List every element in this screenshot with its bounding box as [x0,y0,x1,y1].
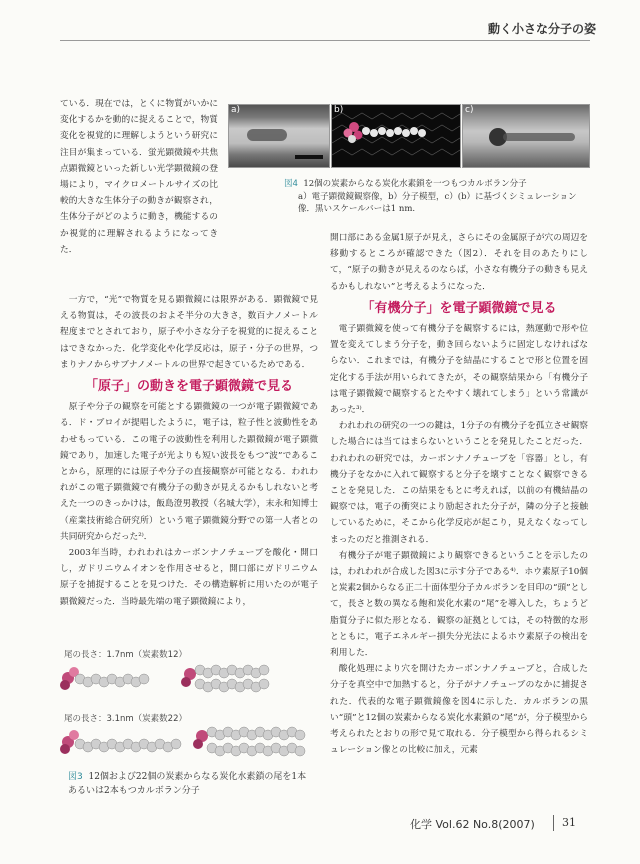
footer-divider [553,815,554,831]
fig4-label-c: c) [465,105,474,115]
fig4-caption-number: 図4 [284,179,298,189]
fig4-molecule-model [332,105,460,167]
left-intro-paragraph: ている．現在では，とくに物質がいかに変化するかを動的に捉えることで，物質変化を視覚的に理解しようという研究に注目が集まっている．蛍光顕微鏡や共焦点顕微鏡といった新しい光学顕微鏡の登場により，マイクロメートルサイズの比較的大きな生体分子の動きが観察され，生体分子がどのように動き，機能するのか視覚的に理解されるようになってきた． [60,99,218,255]
fig3-caption-title: 12個および22個の炭素からなる炭化水素鎖の尾を1本あるいは2本もつカルボラン分子 [68,772,307,796]
right-section-heading: 「有機分子」を電子顕微鏡で見る [361,300,557,316]
right-paragraph-3: われわれの研究の一つの鍵は，1分子の有機分子を孤立させ観察した場合には当てはまらないということを発見したことだった．われわれの研究では，カーボンナノチューブを「容器」とし，有機分子をなかに入れて観察すると分子を壊すことなく観察できることを発見した．この結果をもとに考えれば，以前の有機結晶の観察では，電子の衝突により励起された分子が，隣の分子と接触しているために，そこから化学反応が起こり，見えなくなってしまったのだと推測される． [330,421,588,545]
fig4-label-a: a) [231,105,241,115]
fig3-models-long [56,722,318,764]
left-paragraph-3: 原子や分子の観察を可能とする顕微鏡の一つが電子顕微鏡である．ド・ブロイが提唱したように，電子は，粒子性と波動性をあわせもっている．この電子の波動性を利用した顕微鏡が電子顕微鏡であり，加速した電子が光よりも短い波長をもつ“波”であることから，原理的には原子や分子の直接観察が可能となる．われわれがこの電子顕微鏡で有機分子の動きが見えるかもしれないと考えた一つのきっかけは，飯島澄男教授（名城大学），末永和知博士（産業技術総合研究所）という電子顕微鏡分野での第一人者との共同研究からだった²⁾． [60,402,318,542]
fig4-panel-b [331,104,461,168]
fig4-caption-title: 12個の炭素からなる炭化水素鎖を一つもつカルボラン分子 [303,179,527,189]
journal-footer: 化学 Vol.62 No.8(2007) [410,818,535,831]
fig3-label-long: 尾の長さ：3.1nm（炭素数22） [64,714,188,724]
fig4-caption-body: a）電子顕微鏡観察像，b）分子模型，c）(b）に基づくシミュレーション像．黒いスケールバーは1 nm. [298,191,577,214]
fig4-panel-a [228,104,330,168]
left-paragraph-4: 2003年当時，われわれはカーボンナノチューブを酸化・開口し，ガドリニウムイオンを作用させると，開口部にガドリニウム原子を捕捉することを見つけた．その構造解析に用いたのが電子顕微鏡だった．当時最先端の電子顕微鏡により， [60,548,318,607]
page-number: 31 [562,816,576,829]
fig3-caption-number: 図3 [68,772,83,782]
running-header: 動く小さな分子の姿 [487,22,596,36]
right-paragraph-1: 開口部にある金属1原子が見え，さらにその金属原子が穴の周辺を移動するところが確認できた（図2）．それを目のあたりにして，“原子の動きが見えるのならば，小さな有機分子の動きも見えるかもしれない”と考えるようになった． [330,233,588,292]
fig3-label-short: 尾の長さ：1.7nm（炭素数12） [64,650,188,660]
fig3-models-short [56,658,318,698]
right-paragraph-2: 電子顕微鏡を使って有機分子を観察するには，熱運動で形や位置を変えてしまう分子を，動き回らないように固定しなければならない．これまでは，有機分子を結晶にすることで形と位置を固定化する手法が用いられてきたが，その観察結果から「有機分子は電子顕微鏡で観察するとたやすく壊れてしまう」という常識があった³⁾． [330,324,588,416]
header-rule [60,40,590,41]
left-paragraph-2: 一方で，“光”で物質を見る顕微鏡には限界がある．顕微鏡で見える物質は，その波長のおよそ半分の大きさ，数百ナノメートル程度までとされており，原子や小さな分子を視覚的に捉えることはできなかった．化学変化や化学反応は，原子・分子の世界，つまりナノからサブナノメートルの世界で起きているためである． [60,295,318,370]
left-section-heading: 「原子」の動きを電子顕微鏡で見る [84,379,293,395]
right-column [330,230,588,759]
scale-bar [295,155,323,159]
fig3-caption [68,770,312,798]
fig4-caption [284,178,584,216]
left-column [60,292,318,610]
fig4-panel-c [462,104,590,168]
right-paragraph-5: 酸化処理により穴を開けたカーボンナノチューブと，合成した分子を真空中で加熱すると，分子がナノチューブのなかに捕捉された．代表的な電子顕微鏡像を図4に示した．カルボランの黒い“頭”と12個の炭素からなる炭化水素鎖の“尾”が，分子模型から考えられたとおりの形で見て取れる．分子模型から得られるシミュレーション像との比較に加え，元素 [330,664,588,756]
right-paragraph-4: 有機分子が電子顕微鏡により観察できるということを示したのは，われわれが合成した図3に示す分子である⁴⁾．ホウ素原子10個と炭素2個からなる正二十面体型分子カルボランを目印の“頭”として，長さと数の異なる飽和炭化水素の“尾”を導入した，ちょうど脂質分子に似た形となる．観察の証拠としては，その特徴的な形とともに，電子エネルギー損失分光法によるホウ素原子の検出を利用した． [330,550,588,659]
fig4-label-b: b) [334,105,344,115]
